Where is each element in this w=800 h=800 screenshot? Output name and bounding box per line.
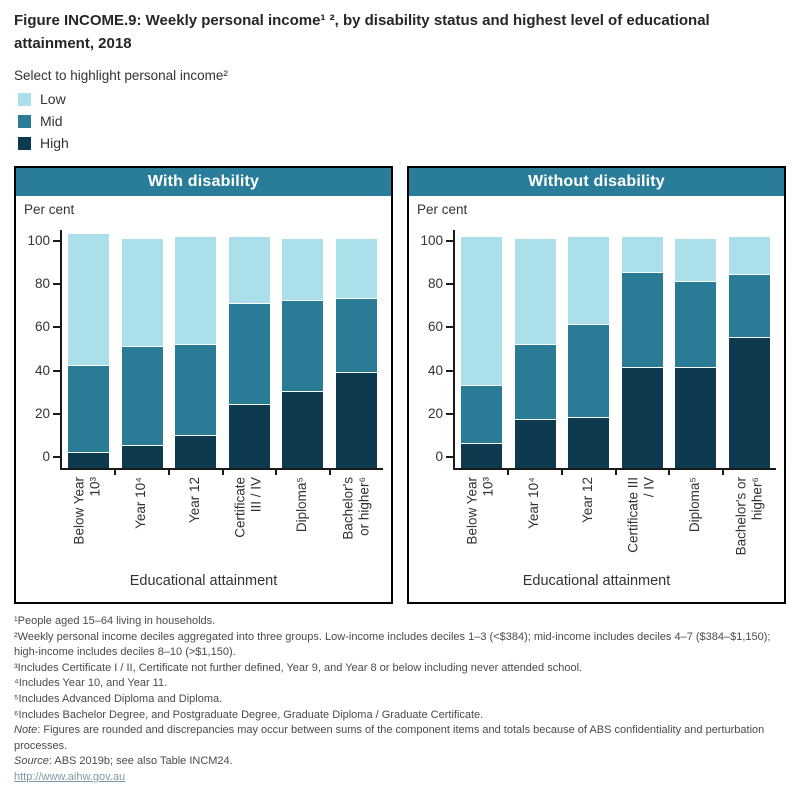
x-axis-label: Year 10⁴ bbox=[132, 477, 148, 529]
bar-segment-mid[interactable] bbox=[461, 386, 502, 444]
y-axis-unit-label: Per cent bbox=[24, 202, 75, 217]
bar-segment-low[interactable] bbox=[122, 239, 163, 347]
bar-segment-high[interactable] bbox=[515, 420, 556, 468]
y-axis-tick-label: 40 bbox=[34, 362, 50, 378]
y-axis-tick-label: 60 bbox=[34, 319, 50, 335]
stacked-bar[interactable] bbox=[229, 237, 270, 469]
panel-with-disability bbox=[14, 166, 393, 604]
bar-segment-low[interactable] bbox=[461, 237, 502, 386]
y-axis-tick-mark bbox=[446, 456, 453, 458]
y-axis-tick-label: 100 bbox=[420, 232, 443, 248]
x-axis-label: Bachelor's or higher⁶ bbox=[340, 477, 372, 540]
y-axis-tick-mark bbox=[446, 326, 453, 328]
bar-segment-low[interactable] bbox=[729, 237, 770, 276]
y-axis-tick-label: 100 bbox=[27, 232, 50, 248]
x-axis-label: Year 12 bbox=[579, 477, 595, 524]
bar-segment-mid[interactable] bbox=[622, 273, 663, 368]
legend-title: Select to highlight personal income² bbox=[14, 68, 228, 83]
x-axis-title: Educational attainment bbox=[522, 573, 671, 589]
x-label-slot bbox=[114, 474, 168, 574]
footnote: ¹People aged 15–64 living in households. bbox=[14, 615, 216, 627]
bar-segment-low[interactable] bbox=[568, 237, 609, 326]
y-axis-tick-label: 80 bbox=[427, 276, 443, 292]
stacked-bar[interactable] bbox=[68, 234, 109, 468]
x-label-slot bbox=[60, 474, 114, 574]
bar-segment-mid[interactable] bbox=[282, 301, 323, 392]
aihw-link[interactable]: http://www.aihw.gov.au bbox=[14, 771, 126, 784]
y-axis-unit-label: Per cent bbox=[417, 202, 468, 217]
x-axis-labels bbox=[453, 474, 776, 574]
bar-segment-high[interactable] bbox=[122, 446, 163, 468]
y-axis-tick-mark bbox=[446, 240, 453, 242]
x-axis-label: Diploma⁵ bbox=[294, 477, 310, 533]
bar-segment-low[interactable] bbox=[229, 237, 270, 304]
bar-segment-high[interactable] bbox=[282, 392, 323, 468]
bar-segment-mid[interactable] bbox=[515, 345, 556, 421]
bar-segment-mid[interactable] bbox=[122, 347, 163, 447]
x-label-slot bbox=[275, 474, 329, 574]
link-line bbox=[14, 770, 784, 786]
legend-item-high[interactable] bbox=[14, 132, 786, 154]
bar-segment-low[interactable] bbox=[336, 239, 377, 300]
bar-segment-low[interactable] bbox=[622, 237, 663, 274]
bar-segment-high[interactable] bbox=[68, 453, 109, 468]
income-legend bbox=[14, 68, 786, 154]
plot-area bbox=[27, 230, 383, 470]
stacked-bar[interactable] bbox=[336, 239, 377, 468]
bar-slot bbox=[276, 230, 330, 468]
figure-title: Figure INCOME.9: Weekly personal income¹ ², by disability status and highest level of educational attainment, 2018 bbox=[14, 12, 710, 52]
y-axis-tick-label: 20 bbox=[34, 405, 50, 421]
y-axis-tick-mark bbox=[446, 370, 453, 372]
y-axis-tick-label: 40 bbox=[427, 362, 443, 378]
stacked-bar[interactable] bbox=[122, 239, 163, 468]
stacked-bar[interactable] bbox=[568, 237, 609, 469]
bar-slot bbox=[455, 230, 509, 468]
high-income-swatch-icon bbox=[18, 137, 31, 150]
charts-row bbox=[14, 166, 786, 604]
x-label-slot bbox=[507, 474, 561, 574]
x-label-slot bbox=[614, 474, 668, 574]
legend-label-low: Low bbox=[40, 91, 66, 107]
x-axis-label: Year 10⁴ bbox=[525, 477, 541, 529]
bars-area bbox=[62, 230, 383, 468]
x-axis-title: Educational attainment bbox=[129, 573, 278, 589]
bar-segment-mid[interactable] bbox=[68, 366, 109, 453]
y-axis-tick-label: 60 bbox=[427, 319, 443, 335]
legend-item-low[interactable] bbox=[14, 88, 786, 110]
x-axis-label: Below Year 10³ bbox=[71, 477, 102, 545]
bar-slot bbox=[330, 230, 384, 468]
y-axis-tick-mark bbox=[53, 283, 60, 285]
bar-segment-mid[interactable] bbox=[229, 304, 270, 406]
x-label-slot bbox=[668, 474, 722, 574]
mid-income-swatch-icon bbox=[18, 115, 31, 128]
bar-slot bbox=[562, 230, 616, 468]
x-label-slot bbox=[329, 474, 383, 574]
bar-slot bbox=[669, 230, 723, 468]
bar-segment-mid[interactable] bbox=[568, 325, 609, 418]
footnotes bbox=[14, 614, 784, 786]
legend-label-high: High bbox=[40, 135, 69, 151]
stacked-bar[interactable] bbox=[175, 237, 216, 469]
bar-segment-high[interactable] bbox=[336, 373, 377, 468]
panel-title: With disability bbox=[16, 168, 391, 196]
y-axis-tick-mark bbox=[53, 456, 60, 458]
bar-segment-low[interactable] bbox=[515, 239, 556, 345]
stacked-bar[interactable] bbox=[282, 239, 323, 468]
y-axis-tick-mark bbox=[446, 283, 453, 285]
x-label-slot bbox=[168, 474, 222, 574]
bar-segment-mid[interactable] bbox=[729, 275, 770, 338]
x-label-slot bbox=[221, 474, 275, 574]
bar-segment-high[interactable] bbox=[675, 368, 716, 468]
footnote: ⁵Includes Advanced Diploma and Diploma. bbox=[14, 693, 223, 706]
footnote: Note: Figures are rounded and discrepancies may occur between sums of the component items and totals because of ABS confidentiality and perturbation processes. bbox=[14, 724, 765, 752]
x-axis-label: Year 12 bbox=[186, 477, 202, 524]
y-axis-tick-label: 0 bbox=[435, 449, 443, 465]
bar-segment-high[interactable] bbox=[229, 405, 270, 468]
stacked-bar[interactable] bbox=[622, 237, 663, 469]
legend-label-mid: Mid bbox=[40, 113, 63, 129]
x-axis-label: Diploma⁵ bbox=[687, 477, 703, 533]
footnote: ⁶Includes Bachelor Degree, and Postgraduate Degree, Graduate Diploma / Graduate Certificate. bbox=[14, 708, 484, 721]
bar-segment-high[interactable] bbox=[568, 418, 609, 468]
legend-item-mid[interactable] bbox=[14, 110, 786, 132]
bars-area bbox=[455, 230, 776, 468]
panel-body bbox=[16, 196, 391, 598]
panel-title: Without disability bbox=[409, 168, 784, 196]
bar-slot bbox=[723, 230, 777, 468]
bar-slot bbox=[62, 230, 116, 468]
footnote: ²Weekly personal income deciles aggregated into three groups. Low-income includes deciles 1–3 (<$384); mid-income includes deciles 4–7 ($384–$1,150); high-income includes deciles 8–10 (>$1,150). bbox=[14, 630, 771, 659]
bar-segment-high[interactable] bbox=[729, 338, 770, 468]
panel-without-disability bbox=[407, 166, 786, 604]
panel-body bbox=[409, 196, 784, 598]
bar-slot bbox=[116, 230, 170, 468]
bar-segment-high[interactable] bbox=[622, 368, 663, 468]
y-axis-tick-mark bbox=[53, 326, 60, 328]
y-axis-tick-mark bbox=[53, 413, 60, 415]
bar-slot bbox=[223, 230, 277, 468]
x-axis-label: Certificate III / IV bbox=[625, 477, 657, 553]
bar-segment-low[interactable] bbox=[282, 239, 323, 302]
stacked-bar[interactable] bbox=[729, 237, 770, 469]
y-axis-tick-mark bbox=[53, 240, 60, 242]
x-axis-labels bbox=[60, 474, 383, 574]
bar-slot bbox=[616, 230, 670, 468]
bar-segment-low[interactable] bbox=[675, 239, 716, 282]
y-axis-tick-label: 0 bbox=[42, 449, 50, 465]
bar-segment-mid[interactable] bbox=[675, 282, 716, 369]
bar-segment-mid[interactable] bbox=[175, 345, 216, 436]
bar-segment-low[interactable] bbox=[175, 237, 216, 345]
x-axis-label: Certificate III / IV bbox=[232, 477, 264, 538]
bar-segment-high[interactable] bbox=[461, 444, 502, 468]
stacked-bar[interactable] bbox=[675, 239, 716, 468]
bar-slot bbox=[509, 230, 563, 468]
bar-segment-mid[interactable] bbox=[336, 299, 377, 373]
y-axis-tick-mark bbox=[53, 370, 60, 372]
y-axis-tick-label: 80 bbox=[34, 276, 50, 292]
x-label-slot bbox=[453, 474, 507, 574]
x-label-slot bbox=[722, 474, 776, 574]
y-axis-tick-label: 20 bbox=[427, 405, 443, 421]
bar-segment-high[interactable] bbox=[175, 436, 216, 468]
footnote: ⁴Includes Year 10, and Year 11. bbox=[14, 677, 168, 690]
x-axis-label: Bachelor's or higher⁶ bbox=[733, 477, 765, 556]
x-axis-label: Below Year 10³ bbox=[464, 477, 495, 545]
bar-slot bbox=[169, 230, 223, 468]
stacked-bar[interactable] bbox=[461, 237, 502, 469]
bar-segment-low[interactable] bbox=[68, 234, 109, 366]
y-axis-tick-mark bbox=[446, 413, 453, 415]
low-income-swatch-icon bbox=[18, 93, 31, 106]
footnote: Source: ABS 2019b; see also Table INCM24. bbox=[14, 755, 233, 768]
plot-area bbox=[420, 230, 776, 470]
stacked-bar[interactable] bbox=[515, 239, 556, 468]
x-label-slot bbox=[561, 474, 615, 574]
footnote: ³Includes Certificate I / II, Certificate not further defined, Year 9, and Year 8 or below including never attended school. bbox=[14, 661, 583, 674]
